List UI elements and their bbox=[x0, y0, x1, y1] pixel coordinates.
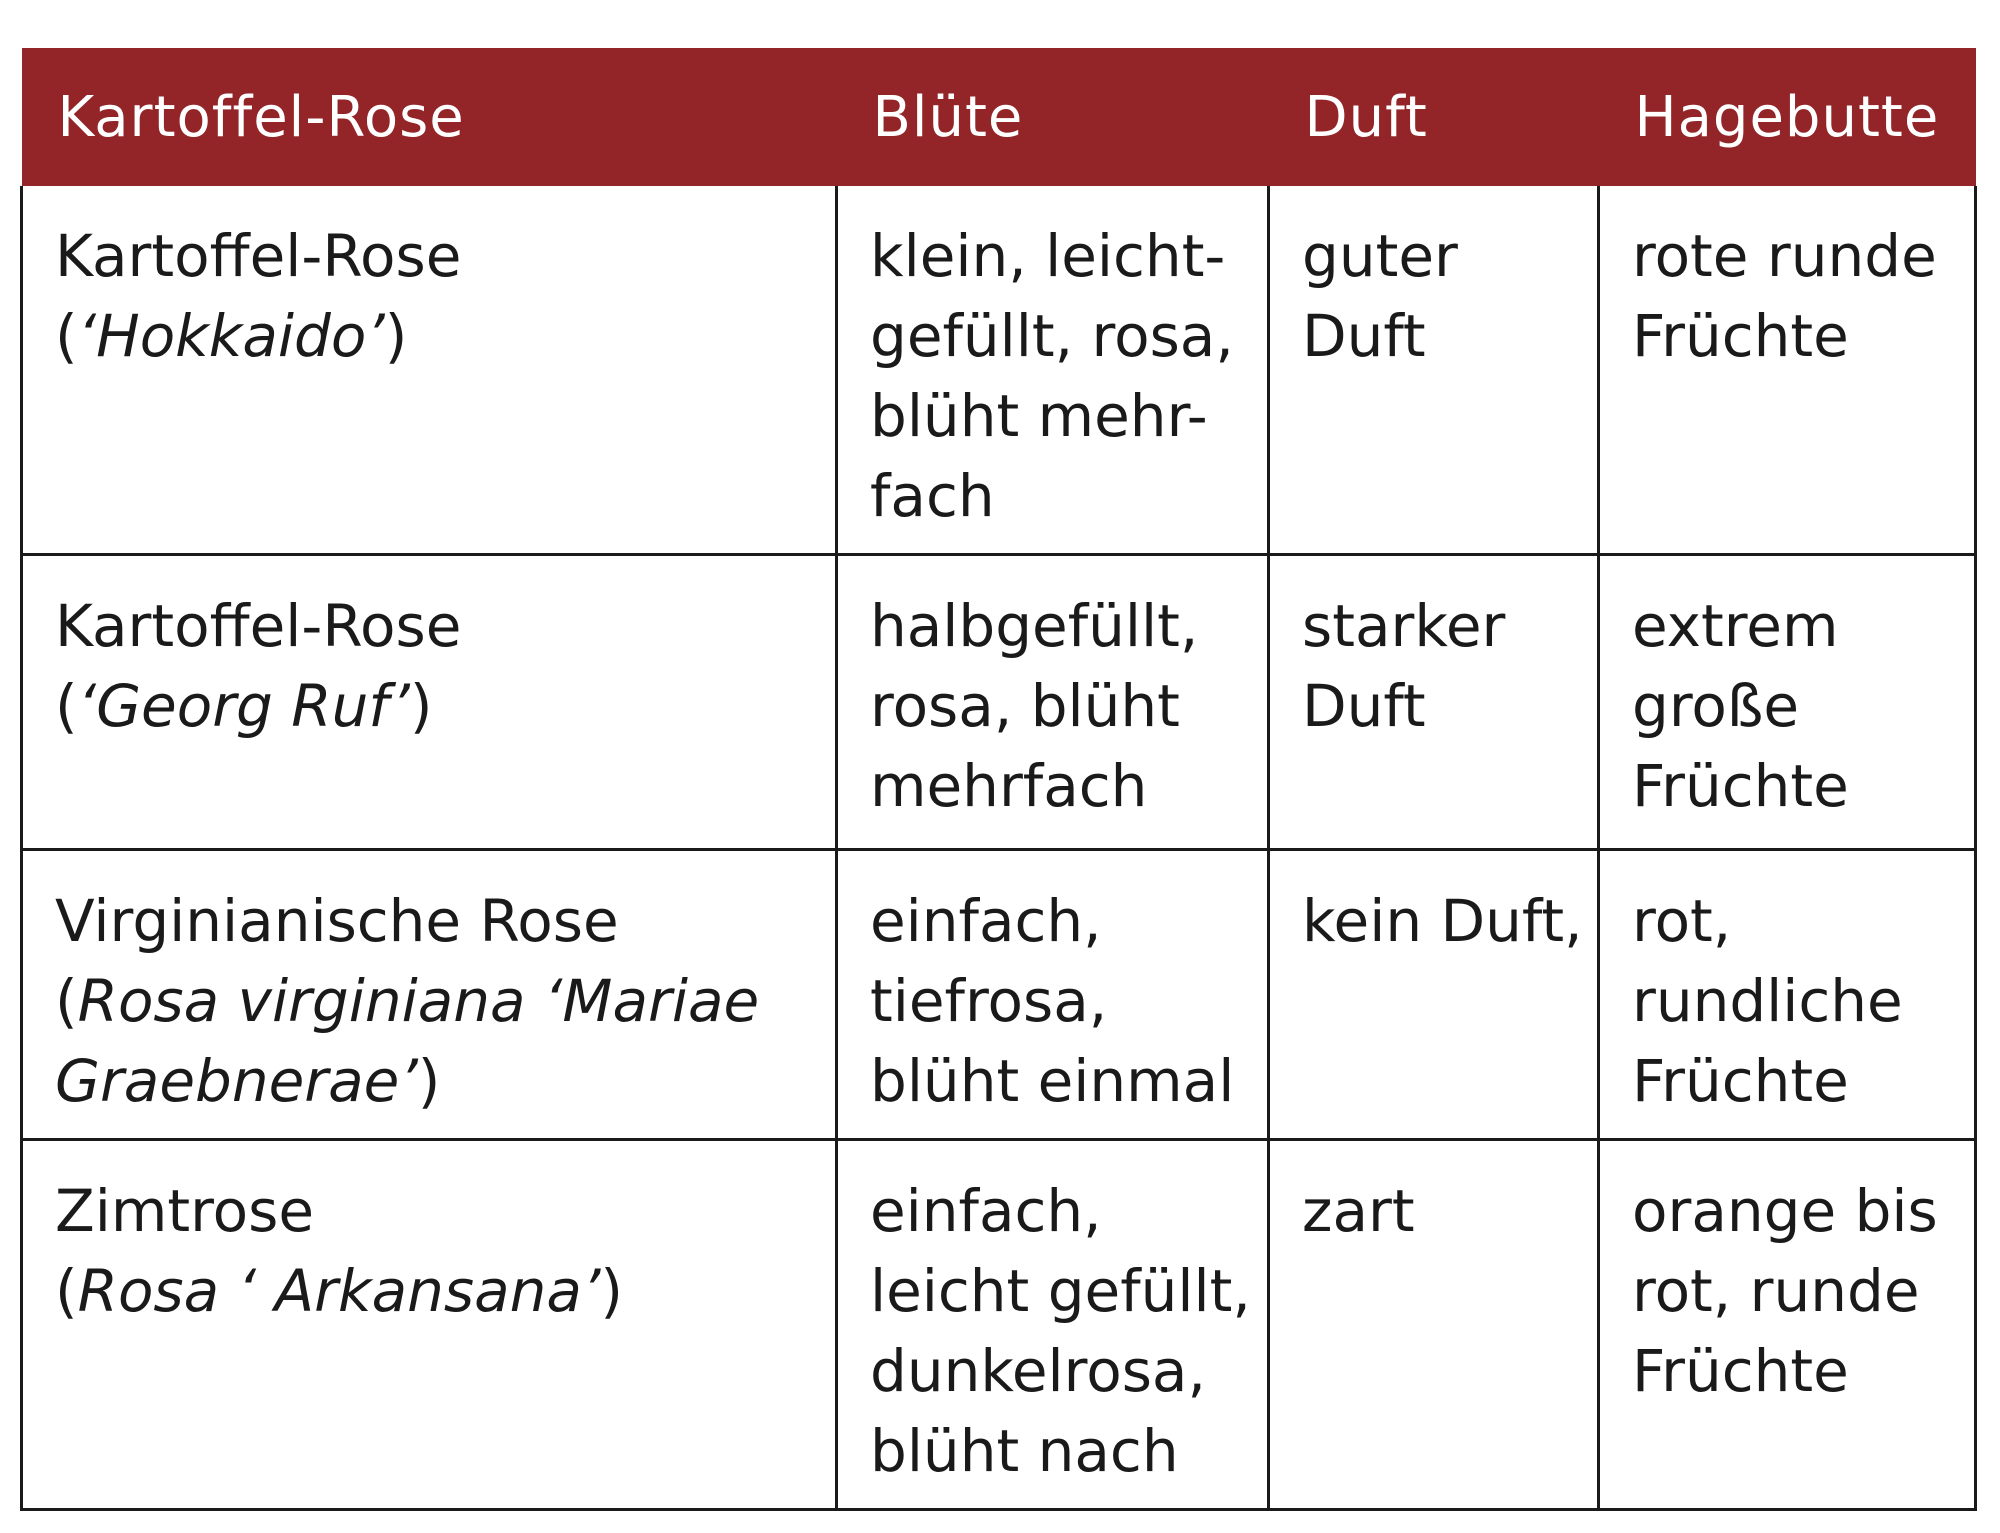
cell-bluete bbox=[837, 1139, 1269, 1509]
cell-hagebutte bbox=[1599, 1139, 1976, 1509]
cell-bluete bbox=[837, 849, 1269, 1139]
bluete-line: dunkelrosa, bbox=[870, 1336, 1206, 1405]
cell-rose bbox=[22, 554, 837, 849]
hagebutte-line: extrem bbox=[1632, 591, 1839, 660]
bluete-line: blüht nach bbox=[870, 1416, 1179, 1485]
cell-hagebutte bbox=[1599, 849, 1976, 1139]
duft-line: kein Duft, bbox=[1302, 886, 1583, 955]
header-hagebutte: Hagebutte bbox=[1599, 48, 1976, 186]
hagebutte-line: rot, runde bbox=[1632, 1256, 1920, 1325]
table-row bbox=[22, 186, 1976, 554]
rose-cultivar-cont: Graebnerae’) bbox=[55, 1046, 441, 1115]
rose-cultivar: (‘Hokkaido’) bbox=[55, 302, 408, 370]
bluete-line: klein, leicht- bbox=[870, 222, 1226, 290]
table-row bbox=[22, 849, 1976, 1139]
hagebutte-line: Früchte bbox=[1632, 751, 1849, 820]
rose-name: Kartoffel-Rose bbox=[55, 591, 462, 660]
header-duft: Duft bbox=[1269, 48, 1599, 186]
cell-rose bbox=[22, 849, 837, 1139]
bluete-line: tiefrosa, bbox=[870, 966, 1108, 1035]
hagebutte-line: große bbox=[1632, 671, 1800, 740]
header-row bbox=[22, 48, 1976, 186]
cell-duft bbox=[1269, 554, 1599, 849]
cell-duft bbox=[1269, 1139, 1599, 1509]
hagebutte-line: rote runde bbox=[1632, 222, 1937, 290]
rose-comparison-table bbox=[20, 48, 1974, 1511]
duft-line: zart bbox=[1302, 1176, 1415, 1245]
header-bluete: Blüte bbox=[837, 48, 1269, 186]
bluete-line: einfach, bbox=[870, 886, 1102, 955]
table-row bbox=[22, 554, 1976, 849]
bluete-line: einfach, bbox=[870, 1176, 1102, 1245]
duft-line: Duft bbox=[1302, 302, 1426, 370]
bluete-line: leicht gefüllt, bbox=[870, 1256, 1251, 1325]
hagebutte-line: rundliche bbox=[1632, 966, 1903, 1035]
cell-bluete bbox=[837, 186, 1269, 554]
table-header bbox=[22, 48, 1976, 186]
bluete-line: blüht mehr- bbox=[870, 382, 1208, 450]
header-rose: Kartoffel-Rose bbox=[22, 48, 837, 186]
duft-line: Duft bbox=[1302, 671, 1426, 740]
cell-duft bbox=[1269, 849, 1599, 1139]
cell-rose bbox=[22, 186, 837, 554]
cell-hagebutte bbox=[1599, 554, 1976, 849]
bluete-line: fach bbox=[870, 462, 995, 530]
table-row bbox=[22, 1139, 1976, 1509]
table-body bbox=[22, 186, 1976, 1509]
cell-bluete bbox=[837, 554, 1269, 849]
cell-rose bbox=[22, 1139, 837, 1509]
duft-line: starker bbox=[1302, 591, 1506, 660]
cell-hagebutte bbox=[1599, 186, 1976, 554]
rose-cultivar: (Rosa ‘ Arkansana’) bbox=[55, 1256, 624, 1325]
bluete-line: gefüllt, rosa, bbox=[870, 302, 1234, 370]
rose-cultivar: (‘Georg Ruf’) bbox=[55, 671, 433, 740]
cell-duft bbox=[1269, 186, 1599, 554]
hagebutte-line: rot, bbox=[1632, 886, 1732, 955]
hagebutte-line: orange bis bbox=[1632, 1176, 1938, 1245]
bluete-line: rosa, blüht bbox=[870, 671, 1180, 740]
bluete-line: blüht einmal bbox=[870, 1046, 1235, 1115]
bluete-line: mehrfach bbox=[870, 751, 1148, 820]
hagebutte-line: Früchte bbox=[1632, 1336, 1849, 1405]
hagebutte-line: Früchte bbox=[1632, 302, 1849, 370]
rose-name: Kartoffel-Rose bbox=[55, 222, 462, 290]
rose-name: Zimtrose bbox=[55, 1176, 315, 1245]
rose-table bbox=[20, 48, 1977, 1511]
hagebutte-line: Früchte bbox=[1632, 1046, 1849, 1115]
bluete-line: halbgefüllt, bbox=[870, 591, 1199, 660]
duft-line: guter bbox=[1302, 222, 1458, 290]
rose-name: Virginianische Rose bbox=[55, 886, 619, 955]
rose-cultivar: (Rosa virginiana ‘Mariae bbox=[55, 966, 760, 1035]
